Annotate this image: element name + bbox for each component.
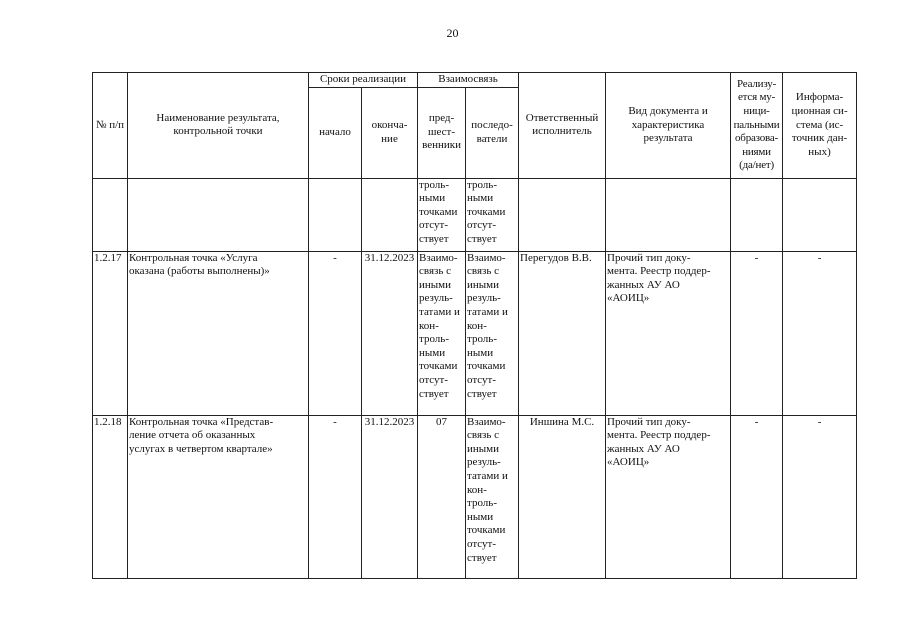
header-relation: Взаимосвязь — [418, 73, 519, 88]
cell-num — [93, 178, 128, 251]
cell-municipal: - — [731, 251, 783, 415]
header-terms: Сроки реализации — [309, 73, 418, 88]
cell-successors: троль- ными точками отсут- ствует — [466, 178, 519, 251]
table-row — [93, 178, 857, 251]
cell-num: 1.2.18 — [93, 415, 128, 578]
cell-responsible: Перегудов В.В. — [519, 251, 606, 415]
header-name: Наименование результата, контрольной точки — [128, 73, 309, 179]
cell-end: 31.12.2023 — [362, 415, 418, 578]
cell-successors: Взаимо- связь с иными резуль- татами и кон- троль- ными точками отсут- ствует — [466, 415, 519, 578]
cell-info-system: - — [783, 251, 857, 415]
cell-municipal — [731, 178, 783, 251]
cell-doc-type: Прочий тип доку- мента. Реестр поддер- жанных АУ АО «АОИЦ» — [606, 251, 731, 415]
table-header-row — [93, 73, 857, 88]
cell-start — [309, 178, 362, 251]
header-num: № п/п — [93, 73, 128, 179]
cell-predecessors: троль- ными точками отсут- ствует — [418, 178, 466, 251]
control-points-table — [92, 72, 857, 579]
header-successors: последо- ватели — [466, 87, 519, 178]
header-municipal: Реализу- ется му- ници- пальными образова- ниями (да/нет) — [731, 73, 783, 179]
cell-predecessors: 07 — [418, 415, 466, 578]
header-start: начало — [309, 87, 362, 178]
cell-name: Контрольная точка «Услуга оказана (работы выполнены)» — [128, 251, 309, 415]
cell-successors: Взаимо- связь с иными резуль- татами и кон- троль- ными точками отсут- ствует — [466, 251, 519, 415]
header-info-system: Информа- ционная си- стема (ис- точник дан- ных) — [783, 73, 857, 179]
cell-end: 31.12.2023 — [362, 251, 418, 415]
cell-info-system: - — [783, 415, 857, 578]
cell-name — [128, 178, 309, 251]
header-doc-type: Вид документа и характеристика результата — [606, 73, 731, 179]
cell-doc-type: Прочий тип доку- мента. Реестр поддер- жанных АУ АО «АОИЦ» — [606, 415, 731, 578]
header-predecessors: пред- шест- венники — [418, 87, 466, 178]
cell-end — [362, 178, 418, 251]
cell-responsible: Иншина М.С. — [519, 415, 606, 578]
cell-name: Контрольная точка «Представ- ление отчета об оказанных услугах в четвертом квартале» — [128, 415, 309, 578]
cell-num: 1.2.17 — [93, 251, 128, 415]
table-row — [93, 251, 857, 415]
header-responsible: Ответственный исполнитель — [519, 73, 606, 179]
cell-info-system — [783, 178, 857, 251]
cell-municipal: - — [731, 415, 783, 578]
cell-start: - — [309, 415, 362, 578]
cell-start: - — [309, 251, 362, 415]
cell-predecessors: Взаимо- связь с иными резуль- татами и кон- троль- ными точками отсут- ствует — [418, 251, 466, 415]
table-row — [93, 415, 857, 578]
cell-doc-type — [606, 178, 731, 251]
header-end: оконча- ние — [362, 87, 418, 178]
page-number: 20 — [446, 26, 459, 40]
cell-responsible — [519, 178, 606, 251]
